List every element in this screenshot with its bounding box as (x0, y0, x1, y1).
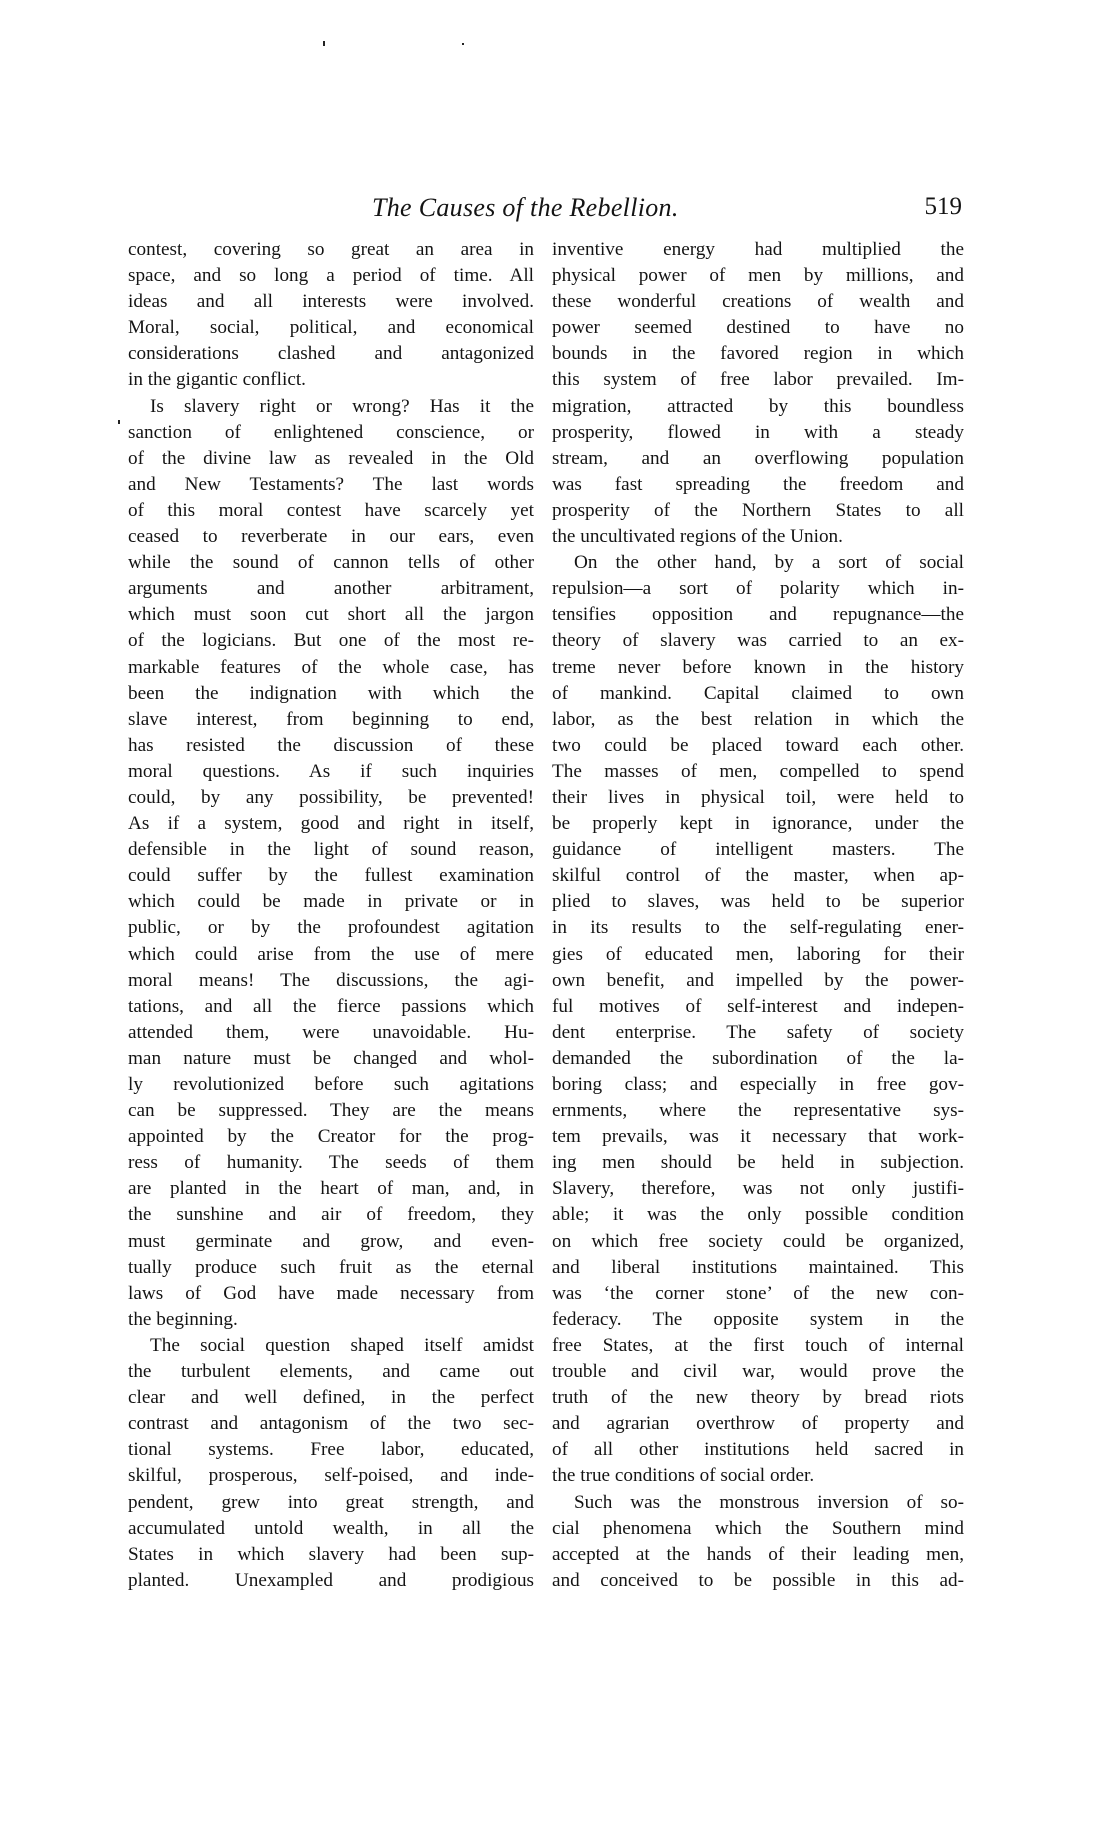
paragraph (128, 1333, 534, 1594)
text-line: On the other hand, by a sort of social (574, 552, 964, 574)
text-line: guidance of intelligent masters. The (552, 839, 964, 861)
text-line: of all other institutions held sacred in (552, 1439, 964, 1461)
text-line: cial phenomena which the Southern mind (552, 1517, 964, 1539)
text-line: skilful control of the master, when ap- (552, 865, 964, 887)
text-line: and conceived to be possible in this ad- (552, 1569, 964, 1591)
text-line: free States, at the first touch of internal (552, 1334, 964, 1356)
text-line: which must soon cut short all the jargon (128, 604, 534, 626)
text-line: ress of humanity. The seeds of them (128, 1152, 534, 1174)
text-line: treme never before known in the history (552, 656, 964, 678)
text-line: The masses of men, compelled to spend (552, 760, 964, 782)
text-line: the beginning. (128, 1308, 238, 1330)
text-line: can be suppressed. They are the means (128, 1100, 534, 1122)
text-line: Is slavery right or wrong? Has it the (150, 395, 534, 417)
text-line: which could arise from the use of mere (128, 943, 534, 965)
text-line: must germinate and grow, and even- (128, 1230, 534, 1252)
text-line: in the gigantic conflict. (128, 369, 306, 391)
text-line: ing men should be held in subjection. (552, 1152, 964, 1174)
text-line: contrast and antagonism of the two sec- (128, 1413, 534, 1435)
text-line: physical power of men by millions, and (552, 265, 964, 287)
text-line: been the indignation with which the (128, 682, 534, 704)
text-line: bounds in the favored region in which (552, 343, 964, 365)
text-line: tensifies opposition and repugnance—the (552, 604, 964, 626)
text-line: accumulated untold wealth, in all the (128, 1517, 534, 1539)
paragraph (128, 394, 534, 1333)
text-line: the true conditions of social order. (552, 1465, 815, 1487)
text-line: two could be placed toward each other. (552, 734, 964, 756)
text-line: sanction of enlightened conscience, or (128, 421, 534, 443)
text-line: accepted at the hands of their leading men, (552, 1543, 964, 1565)
text-line: and New Testaments? The last words (128, 473, 534, 495)
paragraph (552, 1490, 964, 1594)
text-line: truth of the new theory by bread riots (552, 1387, 964, 1409)
text-line: of the logicians. But one of the most re- (128, 630, 534, 652)
text-line: ceased to reverberate in our ears, even (128, 526, 534, 548)
text-line: appointed by the Creator for the prog- (128, 1126, 534, 1148)
text-line: inventive energy had multiplied the (552, 239, 964, 260)
text-line: and agrarian overthrow of property and (552, 1413, 964, 1435)
text-line: markable features of the whole case, has (128, 656, 534, 678)
text-line: power seemed destined to have no (552, 317, 964, 339)
text-line: stream, and an overflowing population (552, 447, 964, 469)
text-line: on which free society could be organized, (552, 1230, 964, 1252)
paragraph (128, 237, 534, 394)
paragraph (552, 237, 964, 550)
text-line: demanded the subordination of the la- (552, 1047, 964, 1069)
text-line: Such was the monstrous inversion of so- (574, 1491, 964, 1513)
text-line: States in which slavery had been sup- (128, 1543, 534, 1565)
page-number: 519 (924, 193, 962, 220)
text-line: public, or by the profoundest agitation (128, 917, 534, 939)
text-line: be properly kept in ignorance, under the (552, 813, 964, 835)
text-line: in its results to the self-regulating ener- (552, 917, 964, 939)
text-line: while the sound of cannon tells of other (128, 552, 534, 574)
text-line: of the divine law as revealed in the Old (128, 447, 534, 469)
text-line: ful motives of self-interest and indepen- (552, 995, 964, 1017)
text-line: their lives in physical toil, were held to (552, 786, 964, 808)
text-line: this system of free labor prevailed. Im- (552, 369, 964, 391)
right-column (552, 237, 964, 1594)
text-line: able; it was the only possible condition (552, 1204, 964, 1226)
text-line: theory of slavery was carried to an ex- (552, 630, 964, 652)
left-column (128, 237, 534, 1594)
text-line: migration, attracted by this boundless (552, 395, 964, 417)
text-line: contest, covering so great an area in (128, 239, 534, 260)
text-line: clear and well defined, in the perfect (128, 1387, 534, 1409)
text-line: skilful, prosperous, self-poised, and inde- (128, 1465, 534, 1487)
text-line: was ‘the corner stone’ of the new con- (552, 1282, 964, 1304)
text-line: and liberal institutions maintained. This (552, 1256, 964, 1278)
text-line: federacy. The opposite system in the (552, 1308, 964, 1330)
text-line: could suffer by the fullest examination (128, 865, 534, 887)
text-line: boring class; and especially in free gov- (552, 1074, 964, 1095)
text-line: repulsion—a sort of polarity which in- (552, 578, 964, 600)
text-line: ernments, where the representative sys- (552, 1100, 964, 1122)
text-line: dent enterprise. The safety of society (552, 1021, 964, 1043)
text-line: As if a system, good and right in itself, (128, 813, 534, 835)
scan-speck (462, 43, 464, 45)
text-line: defensible in the light of sound reason, (128, 839, 534, 861)
text-line: pendent, grew into great strength, and (128, 1491, 534, 1513)
text-line: moral means! The discussions, the agi- (128, 969, 534, 991)
text-line: the sunshine and air of freedom, they (128, 1204, 534, 1226)
text-line: tations, and all the fierce passions which (128, 995, 534, 1017)
text-line: moral questions. As if such inquiries (128, 760, 534, 782)
text-line: own benefit, and impelled by the power- (552, 969, 964, 991)
text-line: The social question shaped itself amidst (150, 1334, 534, 1356)
text-line: could, by any possibility, be prevented! (128, 786, 534, 808)
text-line: gies of educated men, laboring for their (552, 943, 964, 965)
paragraph (552, 550, 964, 1489)
text-line: space, and so long a period of time. All (128, 265, 534, 287)
text-line: was fast spreading the freedom and (552, 473, 964, 495)
text-line: planted. Unexampled and prodigious (128, 1569, 534, 1591)
text-line: labor, as the best relation in which the (552, 708, 964, 730)
text-line: has resisted the discussion of these (128, 734, 534, 756)
text-line: the uncultivated regions of the Union. (552, 526, 843, 548)
text-line: tem prevails, was it necessary that work- (552, 1126, 964, 1148)
text-line: prosperity, flowed in with a steady (552, 421, 964, 443)
text-line: of mankind. Capital claimed to own (552, 682, 964, 704)
text-line: laws of God have made necessary from (128, 1282, 534, 1304)
text-line: tional systems. Free labor, educated, (128, 1439, 534, 1461)
text-line: are planted in the heart of man, and, in (128, 1178, 534, 1200)
running-title: The Causes of the Rebellion. (372, 193, 679, 222)
text-line: arguments and another arbitrament, (128, 578, 534, 600)
text-line: man nature must be changed and whol- (128, 1047, 534, 1069)
text-line: the turbulent elements, and came out (128, 1361, 534, 1383)
text-line: tually produce such fruit as the eternal (128, 1256, 534, 1278)
text-line: which could be made in private or in (128, 891, 534, 913)
text-line: considerations clashed and antagonized (128, 343, 534, 365)
scan-speck (323, 41, 325, 46)
text-line: ly revolutionized before such agitations (128, 1074, 534, 1095)
text-line: prosperity of the Northern States to all (552, 499, 964, 521)
running-head (300, 193, 962, 227)
text-line: these wonderful creations of wealth and (552, 291, 964, 313)
text-line: ideas and all interests were involved. (128, 291, 534, 313)
text-line: slave interest, from beginning to end, (128, 708, 534, 730)
text-line: of this moral contest have scarcely yet (128, 499, 534, 521)
text-line: attended them, were unavoidable. Hu- (128, 1021, 534, 1043)
text-line: Moral, social, political, and economical (128, 317, 534, 339)
text-line: Slavery, therefore, was not only justifi- (552, 1178, 964, 1200)
text-line: trouble and civil war, would prove the (552, 1361, 964, 1383)
scan-speck (118, 420, 120, 424)
text-line: plied to slaves, was held to be superior (552, 891, 964, 913)
